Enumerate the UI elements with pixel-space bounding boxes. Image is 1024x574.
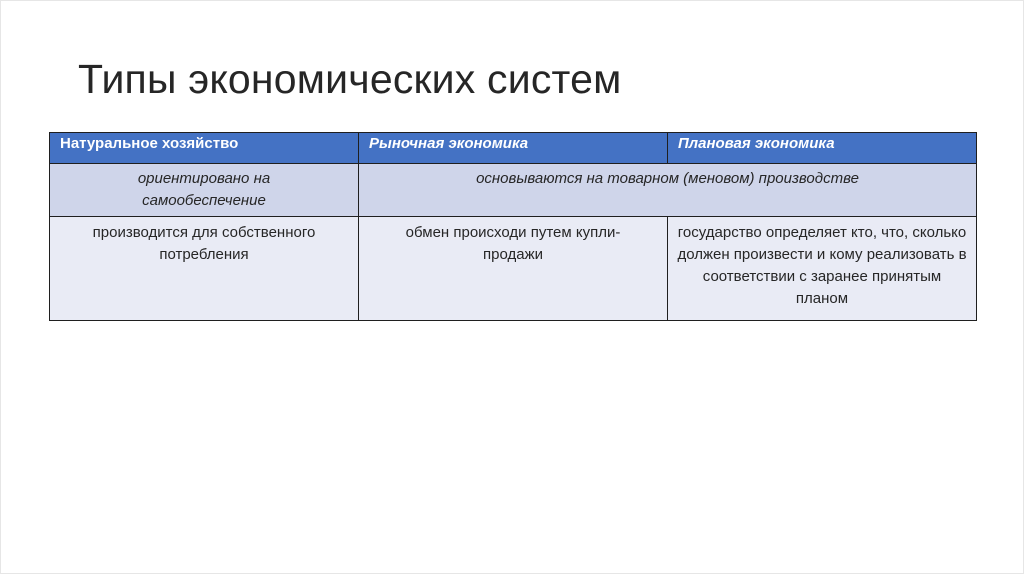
cell-market-production-text: обмен происходи путем купли-продажи [405, 224, 621, 263]
table-row-production [50, 217, 977, 321]
cell-market-planned-orientation-text: основываются на товарном (меновом) производстве [476, 170, 859, 187]
cell-natural-orientation-text: ориентировано на самообеспечение [137, 170, 271, 209]
cell-market-planned-orientation [359, 164, 977, 217]
cell-planned-production-text: государство определяет кто, что, сколько должен произвести и кому реализовать в соответствии с заранее принятым планом [677, 224, 967, 307]
cell-natural-production [50, 217, 359, 321]
cell-natural-production-text: производится для собственного потребления [92, 224, 316, 263]
cell-natural-orientation [50, 164, 359, 217]
table-row-orientation [50, 164, 977, 217]
table-header-row [50, 133, 977, 164]
header-natural-economy: Натуральное хозяйство [50, 133, 359, 164]
cell-market-production [359, 217, 668, 321]
slide-title: Типы экономических систем [78, 56, 622, 102]
economic-systems-table [49, 132, 977, 321]
header-planned-economy: Плановая экономика [668, 133, 977, 164]
cell-planned-production [668, 217, 977, 321]
header-market-economy: Рыночная экономика [359, 133, 668, 164]
